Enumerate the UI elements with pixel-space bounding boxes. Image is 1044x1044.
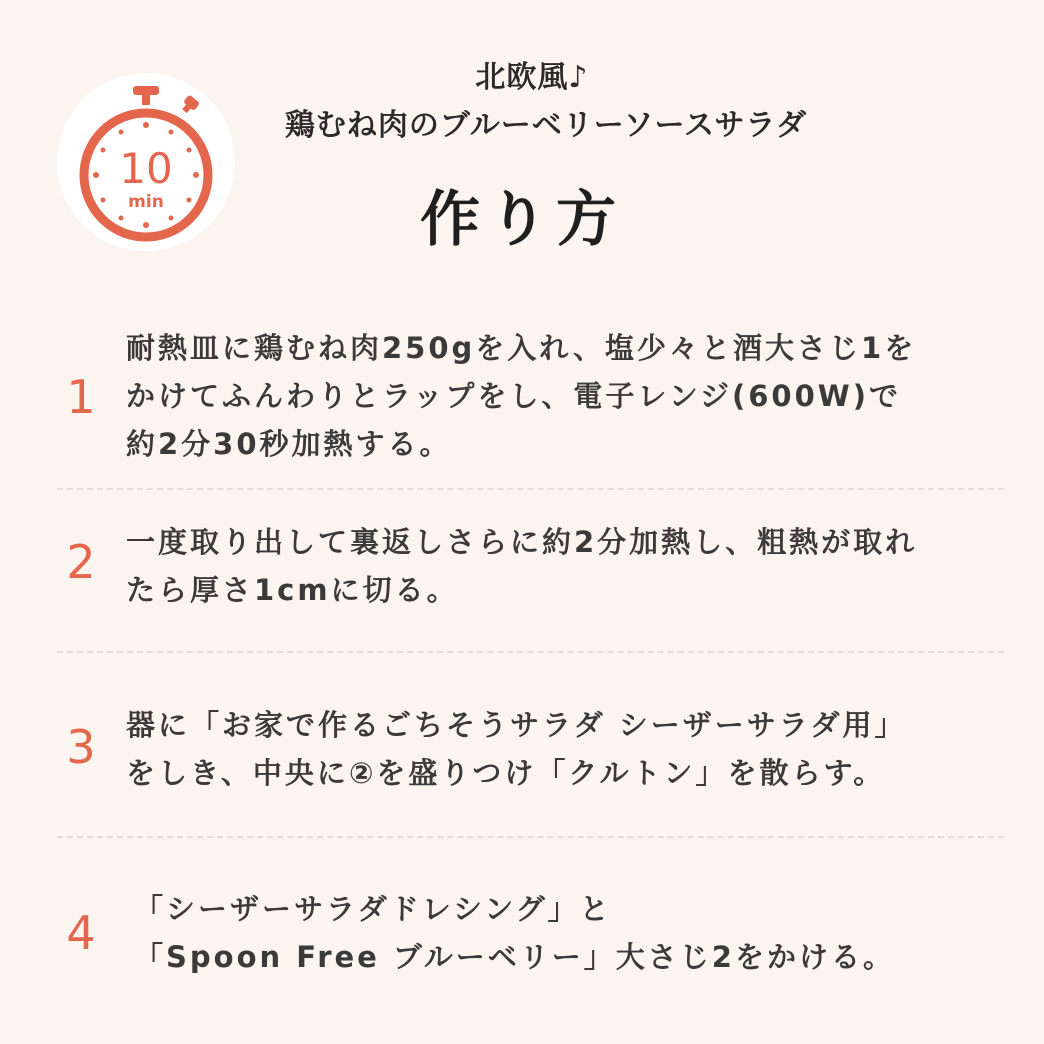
- header: [0, 0, 1044, 270]
- step-4: [0, 882, 1044, 992]
- timer-unit: min: [128, 192, 164, 212]
- step-text-line: 「Spoon Free ブルーベリー」大さじ2をかける。: [134, 940, 895, 974]
- step-text-line: 「シーザーサラダドレシング」と: [134, 892, 612, 926]
- step-text-line: かけてふんわりとラップをし、電子レンジ(600W)で: [126, 379, 902, 413]
- divider: [57, 836, 1004, 838]
- step-text: [134, 885, 1014, 981]
- step-text-line: をしき、中央に②を盛りつけ「クルトン」を散らす。: [126, 756, 886, 790]
- recipe-subtitle-line2: 鶏むね肉のブルーベリーソースサラダ: [284, 108, 808, 143]
- recipe-subtitle-line1: 北欧風♪: [475, 60, 589, 95]
- step-number: 4: [66, 906, 96, 960]
- step-3: [0, 698, 1044, 808]
- step-text: [126, 324, 1006, 468]
- step-text-line: 器に「お家で作るごちそうサラダ シーザーサラダ用」: [126, 708, 907, 742]
- step-1: [0, 320, 1044, 470]
- divider: [57, 488, 1004, 490]
- step-text-line: 耐熱皿に鶏むね肉250gを入れ、塩少々と酒大さじ1を: [126, 331, 917, 365]
- divider: [57, 651, 1004, 653]
- step-text-line: たら厚さ1cmに切る。: [126, 573, 459, 607]
- page-title: 作り方: [420, 185, 624, 255]
- step-text: [126, 518, 1006, 614]
- timer-number: 10: [119, 144, 173, 193]
- step-text: [126, 701, 1006, 797]
- step-2: [0, 515, 1044, 625]
- step-number: 2: [66, 535, 96, 589]
- step-number: 1: [66, 370, 96, 424]
- step-number: 3: [66, 720, 96, 774]
- step-text-line: 約2分30秒加熱する。: [126, 427, 452, 461]
- step-text-line: 一度取り出して裏返しさらに約2分加熱し、粗熱が取れ: [126, 525, 918, 559]
